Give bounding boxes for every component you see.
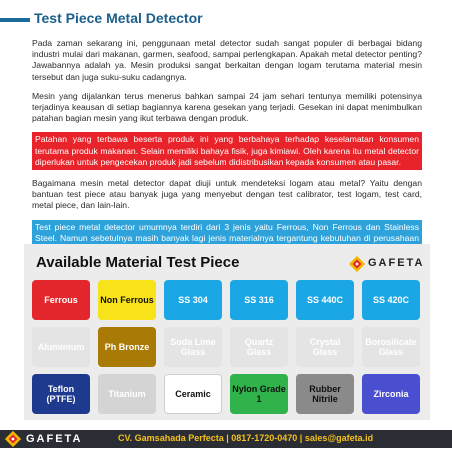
paragraph-intro: Pada zaman sekarang ini, penggunaan metal detector sudah sangat populer di berbagai bidang industri mulai dari makanan, garmen, seafood, sampai perlengkapan. Apakah metal detector penting? Jawabannya adalah ya. Mesin produksi sangat berkaitan dengan logam terutama material mesin tersebut dan juga suku-suku cadangnya. [32,38,422,82]
material-tile: Zirconia [362,374,420,414]
material-tile: Ferrous [32,280,90,320]
material-tile: SS 304 [164,280,222,320]
header [0,8,452,34]
material-tile: SS 316 [230,280,288,320]
material-tile: Borosilicate Glass [362,327,420,367]
gafeta-logo-icon [4,430,22,448]
material-tile: Non Ferrous [98,280,156,320]
material-tile: Ph Bronze [98,327,156,367]
panel-logo [346,254,426,274]
material-panel [24,244,430,420]
material-tile: Nylon Grade 1 [230,374,288,414]
material-tile: Ceramic [164,374,222,414]
paragraph-wear: Mesin yang dijalankan terus menerus bahkan sampai 24 jam sehari tentunya memiliki potensinya terjadinya keausan di setiap bagiannya karena gesekan yang terjadi. Gesekan ini dapat menimbulkan patahan bagian mesin yang ikut terbawa dengan produk. [32,90,422,124]
panel-title: Available Material Test Piece [36,254,240,271]
article-body [32,38,422,257]
material-tile: Rubber Nitrile [296,374,354,414]
material-tile: Soda Lime Glass [164,327,222,367]
footer-contact: CV. Gamsahada Perfecta | 0817-1720-0470 | sales@gafeta.id [118,433,374,443]
material-grid [32,280,424,414]
material-tile: Titanium [98,374,156,414]
title-accent-line [0,8,30,32]
material-tile: Quartz Glass [230,327,288,367]
warning-box: Patahan yang terbawa beserta produk ini yang berbahaya terhadap keselamatan konsumen terutama produk makanan. Selain memiliki bahaya fisik, juga kimiawi. Oleh karena itu metal detector diperlukan untuk pengecekan produk jadi sebelum didistribusikan kepada konsumen atau pasar. [32,132,422,170]
panel-logo-text: GAFETA [368,257,425,269]
material-tile: SS 420C [362,280,420,320]
paragraph-testing: Bagaimana mesin metal detector dapat diuji untuk mendeteksi logam atau metal? Yaitu dengan bantuan test piece atau banyak juga yang menyebut dengan test calibrator, test logam, test card, metal piece, dan lain-lain. [32,178,422,211]
info-box: Test piece metal detector umumnya terdiri dari 3 jenis yaitu Ferrous, Non Ferrous dan Stainless Steel. Namun sebetulnya masih banyak lagi jenis materialnya tergantung kebutuhan di perusahaan [32,220,422,258]
material-tile: Crystal Glass [296,327,354,367]
footer-logo [2,426,82,452]
page-title: Test Piece Metal Detector [34,10,203,26]
gafeta-logo-icon [348,255,366,273]
material-tile: SS 440C [296,280,354,320]
footer [0,424,452,452]
material-tile: Teflon (PTFE) [32,374,90,414]
panel-header [24,250,430,276]
footer-logo-text: GAFETA [26,433,83,445]
material-tile: Aluminium [32,327,90,367]
